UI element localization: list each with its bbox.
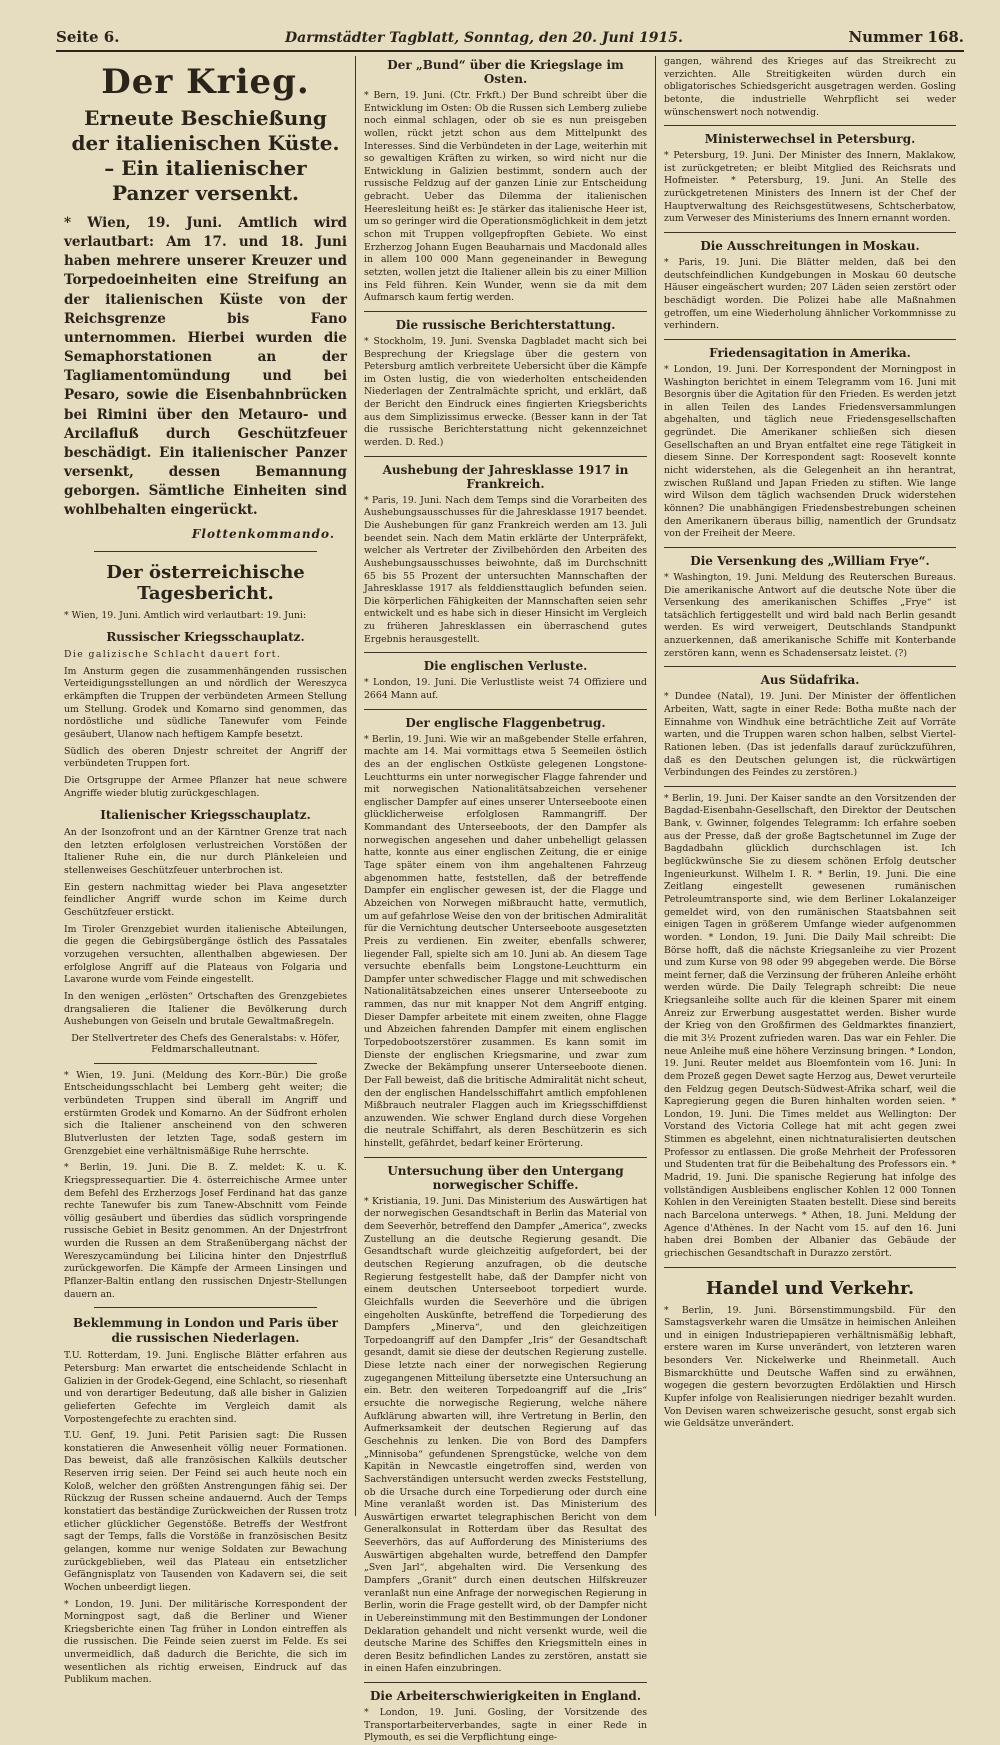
divider <box>94 551 317 552</box>
article-wien: * Wien, 19. Juni. (Meldung des Korr.-Bür.) Die große Entscheidungsschlacht bei Lemberg geht weiter; die verbündeten Truppen sind überall im Angriff und erstürmten Grodek und Komarno. An der Südfront erholen sich die Italiener anscheinend von den schweren Blutverlusten der letzten Tage, sodaß gestern im Grenzgebiet eine verhältnismäßige Ruhe herrschte. <box>64 1069 347 1157</box>
column-2 <box>356 56 656 1744</box>
article-suedafrika: * Dundee (Natal), 19. Juni. Der Minister der öffentlichen Arbeiten, Watt, sagte in einer Rede: Botha mußte nach der Einnahme von Windhuk eine beträchtliche Zeit auf Vorräte warten, und die Truppen waren schon halben, selbst Viertel-Rationen leben. (Das ist jedenfalls darauf zurückzuführen, daß es den Deutschen gelungen ist, die rückwärtigen Verbindungen des Feindes zu zerstören.) <box>664 691 956 779</box>
divider <box>664 339 956 340</box>
headline-osterr-bericht: Der österreichische Tagesbericht. <box>106 561 305 604</box>
headline-aushebung: Aushebung der Jahresklasse 1917 in Frankreich. <box>382 462 629 491</box>
signature-flottenkommando: Flottenkommando. <box>191 526 335 541</box>
ital-paragraph: Ein gestern nachmittag wieder bei Plava angesetzter feindlicher Angriff wurde schon im Keime durch Geschützfeuer erstickt. <box>64 881 347 919</box>
page-number: Seite 6. <box>56 28 120 46</box>
article-engl-verluste: * London, 19. Juni. Die Verlustliste weist 74 Offiziere und 2664 Mann auf. <box>364 677 647 701</box>
subhead-russ-kriegsschauplatz: Russischer Kriegsschauplatz. <box>106 630 305 645</box>
osterr-intro: * Wien, 19. Juni. Amtlich wird verlautbart: 19. Juni: <box>64 609 307 621</box>
divider <box>364 652 647 653</box>
headline-engl-verluste: Die englischen Verluste. <box>423 659 588 674</box>
article-continuation: gangen, während des Krieges auf das Streikrecht zu verzichten. Alle Streitigkeiten würden durch ein obligatorisches Schiedsgericht ausgetragen werden. Gosling betonte, die industrielle Wehrpflicht sei weder wünschenswert noch notwendig. <box>664 56 956 118</box>
main-headline: Erneute Beschießung der italienischen Küste. – Ein italienischer Panzer versenkt. <box>71 106 340 205</box>
divider <box>94 1063 317 1064</box>
ital-paragraph: Im Tiroler Grenzgebiet wurden italienische Abteilungen, die gegen die Gebirgsübergänge östlich des Passatales vorzugehen versuchten, allenthalben abgewiesen. Der erfolglose Angriff auf die Plateaus von Folgaria und Lavarone wurde vom Feinde eingestellt. <box>64 923 347 986</box>
headline-frye: Die Versenkung des „William Frye“. <box>690 553 930 568</box>
article-moskau: * Paris, 19. Juni. Die Blätter melden, daß bei den deutschfeindlichen Kundgebungen in Moskau 60 deutsche Häuser eingeäschert wurden; 207 Läden seien zerstört oder beschädigt worden. Die Polizei habe alle Maßnahmen getroffen, um eine Wiederholung ähnlicher Vorkommnisse zu verhindern. <box>664 257 956 332</box>
headline-arbeiter: Die Arbeiterschwierigkeiten in England. <box>369 1689 641 1704</box>
article-bund: * Bern, 19. Juni. (Ctr. Frkft.) Der Bund schreibt über die Entwicklung im Osten: Ob die Russen sich Lemberg zuliebe noch einmal schlagen, oder ob sie es nun preisgeben wollen, rückt jetzt schon aus dem Mittelpunkt des Interesses. Sind die Verbündeten in der Lage, weiterhin mit so gewaltigen Kräften zu wirken, so wird nicht nur die Entwicklung in Galizien bestimmt, sondern auch der russische Feldzug auf der ganzen Linie zur Entscheidung gebracht. Ueber das Dilemma der italienischen Heeresleitung heißt es: Je stärker das italienische Heer ist, um so geringer wird die Operationsmöglichkeit in dem jetzt schon mit Truppen vollgepfropften Gebiete. Wo einst Erzherzog Johann Eugen Beauharnais und Macdonald alles in allem 100 000 Mann gegeneinander in Bewegung setzten, wollen jetzt die Italiener allein bis zu einer Million ins Feld führen. Kein Wunder, wenn sie da mit dem Aufmarsch kaum fertig werden. <box>364 90 647 304</box>
article-frye: * Washington, 19. Juni. Meldung des Reuterschen Bureaus. Die amerikanische Antwort auf die deutsche Note über die Versenkung des amerikanischen Schiffes „Frye“ ist tatsächlich fertiggestellt und wird bald nach Berlin gesandt werden. Es wird verweigert, Deutschlands Standpunkt anzuerkennen, daß amerikanische Schiffe mit Konterbande zerstören kann, wenn es Schadensersatz leistet. (?) <box>664 571 956 659</box>
divider <box>364 1157 647 1158</box>
divider <box>664 1267 956 1268</box>
article-aushebung: * Paris, 19. Juni. Nach dem Temps sind die Vorarbeiten des Aushebungsausschusses für die Jahresklasse 1917 beendet. Die Aushebungen für ganz Frankreich werden am 13. Juli beendet sein. Nach dem Matin erklärte der Unterpräfekt, welcher als Vertreter der Zivilbehörden den Arbeiten des Aushebungsausschusses beiwohnte, daß im Durchschnitt 65 bis 55 Prozent der untersuchten Mannschaften der Jahresklasse 1917 als felddiensttauglich befunden seien. Die körperlichen Fähigkeiten der Mannschaften seien sehr entwickelt und es habe sich in dieser Hinsicht im Vergleich zu früheren Jahresklassen ein überraschend gutes Ergebnis herausgestellt. <box>364 494 647 645</box>
divider <box>364 709 647 710</box>
ital-paragraph: In den wenigen „erlösten“ Ortschaften des Grenzgebietes drangsalieren die Italiener die Bevölkerung durch Aushebungen von Geiseln und brutale Gewaltmaßregeln. <box>64 990 347 1028</box>
headline-suedafrika: Aus Südafrika. <box>760 673 860 688</box>
subhead-ital-kriegsschauplatz: Italienischer Kriegsschauplatz. <box>100 808 311 823</box>
headline-friedensagitation: Friedensagitation in Amerika. <box>709 345 911 360</box>
divider <box>664 666 956 667</box>
column-1 <box>56 56 356 1686</box>
article-russ-bericht: * Stockholm, 19. Juni. Svenska Dagbladet macht sich bei Besprechung der Kriegslage über die gestern von Petersburg amtlich verbreitete Uebersicht über die Kämpfe im Osten lustig, die von wiederholten entscheidenden Niederlagen der Zentralmächte spricht, und erklärt, daß der Bericht den Eindruck eines fingierten Kriegsberichts aus dem Simplizissimus erwecke. (Besser kann in der Tat die russische Berichterstattung nicht gekennzeichnet werden. D. Red.) <box>364 335 647 449</box>
article-rotterdam: T.U. Rotterdam, 19. Juni. Englische Blätter erfahren aus Petersburg: Man erwartet die entscheidende Schlacht in Galizien in der Grodek-Gegend, eine Schlacht, so riesenhaft und von derartiger Bedeutung, daß alle bisher in Galizien gelieferten Gefechte im Vergleich damit als Vorpostengefechte zu erachten sind. <box>64 1350 347 1425</box>
headline-russ-bericht: Die russische Berichterstattung. <box>395 317 616 332</box>
issue-number: Nummer 168. <box>848 28 964 46</box>
signature-hoefer: Der Stellvertreter des Chefs des Generalstabs: v. Höfer, Feldmarschalleutnant. <box>71 1032 340 1055</box>
column-3 <box>656 56 964 1516</box>
divider <box>664 232 956 233</box>
article-london: * London, 19. Juni. Der militärische Korrespondent der Morningpost sagt, daß die Berliner und Wiener Kriegsberichte einen Tag früher in London eintreffen als die russischen. Die Feinde seien zuerst im Felde. Es sei unvermeidlich, daß dadurch die Berichte, die sich im wesentlichen als richtig erweisen, Eindruck auf das Publikum machen. <box>64 1598 347 1686</box>
headline-flaggenbetrug: Der englische Flaggenbetrug. <box>405 715 606 730</box>
columns <box>56 56 964 1744</box>
headline-handel: Handel und Verkehr. <box>705 1277 915 1299</box>
article-ministerwechsel: * Petersburg, 19. Juni. Der Minister des Innern, Maklakow, ist zurückgetreten; er bleibt Mitglied des Reichsrats und Hofmeister. * Petersburg, 19. Juni. An Stelle des zurückgetretenen Ministers des Innern ist der Chef der Hauptverwaltung des Reichsgestütwesens, Schtscherbatow, zum Verweser des Ministeriums des Innern ernannt worden. <box>664 150 956 225</box>
headline-bund: Der „Bund“ über die Kriegslage im Osten. <box>387 58 624 86</box>
article-handel: * Berlin, 19. Juni. Börsenstimmungsbild. Für den Samstagsverkehr waren die Umsätze in heimischen Anleihen und in einigen Industriepapieren verhältnismäßig lebhaft, erstere waren im Kurse unverändert, von letzteren waren besonders Ver. Nickelwerke und Rheinmetall. Auch Bismarckhütte und Deutsche Waffen sind zu erwähnen, wogegen die gestern bevorzugten Erdölaktien und Hirsch Kupfer infolge von Realisierungen niedriger bezahlt wurden. Von Devisen waren schweizerische gesucht, sonst ergab sich wie Geldsätze unverändert. <box>664 1304 956 1430</box>
lead-article: * Wien, 19. Juni. Amtlich wird verlautbart: Am 17. und 18. Juni haben mehrere unserer Kreuzer und Torpedoeinheiten eine Streifung an der italienischen Küste von der Reichsgrenze bis Fano unternommen. Hierbei wurden die Semaphorstationen an der Tagliamentomündung und bei Pesaro, sowie die Eisenbahnbrücken bei Rimini über den Metauro- und Arcilafluß durch Geschützfeuer beschädigt. Ein italienischer Panzer versenkt, dessen Bemannung geborgen. Sämtliche Einheiten sind wohlbehalten eingerückt. <box>64 215 347 519</box>
divider <box>94 1307 317 1308</box>
article-flaggenbetrug: * Berlin, 19. Juni. Wie wir an maßgebender Stelle erfahren, machte am 14. Mai vormittags etwa 5 Seemeilen östlich des an der englischen Ostküste gelegenen Longstone-Leuchtturms ein unter norwegischer Flagge fahrender und mit norwegischen Nationalitätsabzeichen versehener englischer Dampfer auf eines unserer Unterseeboote einen glücklicherweise erfolglosen Rammangriff. Der Kommandant des Unterseeboots, der den Dampfer als norwegischen angesehen und daher unbehelligt gelassen hatte, konnte aus einer englischen Zeitung, die er einige Tage später einem von ihm angehaltenen Fahrzeug abgenommen hatte, feststellen, daß der betreffende Dampfer ein englischer gewesen ist, der die Flagge und Abzeichen von Norwegen mißbraucht hatte, vermutlich, um auf gefahrlose Weise den von der britischen Admiralität für die Vernichtung deutscher Unterseeboote ausgesetzten Preis zu verdienen. Ein zweiter, ebenfalls schwerer, liegender Fall, spielte sich am 10. Juni ab. An diesem Tage versuchte ebenfalls beim Longstone-Leuchtturm ein Dampfer unter schwedischer Flagge und mit schwedischen Nationalitätsabzeichen eines unserer Unterseeboote zu rammen, das nur mit knapper Not dem Angriff entging. Dieser Dampfer arbeitete mit einem zweiten, ohne Flagge und Abzeichen fahrenden Dampfer mit einem englischen Torpedobootszerstörer zusammen. Es kann somit im Dienste der englischen Kriegsmarine, und zwar zum Zwecke der Bekämpfung unserer Unterseeboote dienen. Der Fall beweist, daß die britische Admiralität nicht scheut, den der englischen Handelsschiffahrt amtlich empfohlenen Mißbrauch neutraler Flaggen auch im Kriegsschiffdienst anzuwenden. Wie schwer England durch diese Vorgehen die neutrale Schiffahrt, als deren Beschützerin es sich hinstellt, gefährdet, bedarf keiner Erörterung. <box>364 733 647 1150</box>
article-miscellany: * Berlin, 19. Juni. Der Kaiser sandte an den Vorsitzenden der Bagdad-Eisenbahn-Gesellschaft, den Direktor der Deutschen Bank, v. Gwinner, folgendes Telegramm: Ich erfahre soeben aus der Presse, daß der große Bagtschetunnel im Zuge der Bagdadbahn glücklich durchschlagen ist. Ich beglückwünsche Sie zu diesem schönen Erfolg deutscher Ingenieurkunst. Wilhelm I. R. * Berlin, 19. Juni. Die eine Zeitlang eingestellt gewesenen rumänischen Petroleumtransporte sind, wie dem Berliner Lokalanzeiger gemeldet wird, von den rumänischen Staatsbahnen seit einigen Tagen in größerem Umfange wieder aufgenommen worden. * London, 19. Juni. Die Daily Mail schreibt: Die Börse hofft, daß die nächste Kriegsanleihe zu vier Prozent und zum Kurse von 98 oder 99 abgegeben werde. Die Börse meint ferner, daß die Verzinsung der früheren Anleihe erhöht werden würde. Die Daily Telegraph schreibt: Die neue Kriegsanleihe sollte auch für die kleinen Sparer mit einem Anreiz zur Erwerbung ausgestattet werden. Bisher wurde der Krieg von den Großfirmen des Geldmarktes finanziert, die mit 3½ Prozent zufrieden waren. Das war ein Fehler. Die neue Anleihe muß eine höhere Verzinsung bringen. * London, 19. Juni. Reuter meldet aus Bloemfontein vom 16. Juni: In dem Prozeß gegen Dewet sagte Herzog aus, Dewet verurteile den Feldzug gegen Deutsch-Südwest-Afrika scharf, weil die Kapregierung gegen die Buren hinhalten worden seien. * London, 19. Juni. Die Times meldet aus Wellington: Der Vorstand des Victoria College hat mit acht gegen zwei Stimmen es abgelehnt, einen nichtnaturalisierten deutschen Professor zu entlassen. Die große Mehrheit der Professoren und Studenten trat für die Beibehaltung des Professors ein. * Madrid, 19. Juni. Die spanische Regierung hat infolge des vollständigen Ausbleibens englischer Kohlen 12 000 Tonnen Kohlen in den Vereinigten Staaten bestellt. Diese sind bereits nach Barcelona unterwegs. * Athen, 18. Juni. Meldung der Agence d'Athènes. In der Nacht vom 15. auf den 16. Juni haben drei Bomben der Albanier das Gebäude der griechischen Gesandtschaft in Durazzo zerstört. <box>664 792 956 1259</box>
divider <box>364 311 647 312</box>
article-friedensagitation: * London, 19. Juni. Der Korrespondent der Morningpost in Washington berichtet in einem Telegramm vom 16. Juni mit Besorgnis über die Agitation für den Frieden. Es werden jetzt in allen Teilen des Landes Friedensversammlungen abgehalten, und täglich neue Friedensgesellschaften gegründet. Die Amerikaner schließen sich diesen Gesellschaften an und Bryan entfaltet eine rege Tätigkeit in diesem Sinne. Der Korrespondent sagt: Roosevelt konnte nicht widerstehen, als die Gelegenheit an ihn herantrat, zwischen Rußland und Japan Frieden zu stiften. Wie lange wird Wilson dem täglich wachsenden Druck widerstehen können? Die unabhängigen Friedensbestrebungen scheinen den Amerikanern überaus billig, namentlich der Grundsatz von der Freiheit der Meere. <box>664 363 956 540</box>
russ-paragraph: Die galizische Schlacht dauert fort. <box>64 649 282 661</box>
headline-beklemmung: Beklemmung in London und Paris über die russischen Niederlagen. <box>72 1316 338 1346</box>
russ-paragraph: Die Ortsgruppe der Armee Pflanzer hat neue schwere Angriffe wieder blutig zurückgeschlagen. <box>64 774 347 799</box>
article-genf: T.U. Genf, 19. Juni. Petit Parisien sagt: Die Russen konstatieren die Anwesenheit völlig neuer Formationen. Das beweist, daß alle französischen Kalküls deutscher Reserven irrig seien. Der Feind sei auch heute noch ein Koloß, welcher den größten Anstrengungen fähig sei. Der Rückzug der Russen scheine andauernd. Auch der Temps konstatiert das beständige Zurückweichen der Russen trotz etlicher glücklicher Gegenstöße. Betreffs der Westfront sagt der Temps, falls die Vorstöße in französischen Besitz gelangen, komme nur wenige Soldaten zur Bewachung zurückgeblieben, weil das Plateau ein entsetzlicher Gefängnisplatz von Tausenden von Kadavern sei, die seit Wochen unbeerdigt liegen. <box>64 1430 347 1593</box>
headline-ministerwechsel: Ministerwechsel in Petersburg. <box>704 132 916 147</box>
divider <box>364 456 647 457</box>
ital-paragraph: An der Isonzofront und an der Kärntner Grenze trat nach den letzten erfolglosen verlustreichen Vorstößen der Italiener Ruhe ein, die nur durch Plänkeleien und stellenweises Geschützfeuer unterbrochen ist. <box>64 827 347 877</box>
russ-paragraph: Südlich des oberen Dnjestr schreitet der Angriff der verbündeten Truppen fort. <box>64 745 347 770</box>
divider <box>664 547 956 548</box>
divider <box>664 125 956 126</box>
masthead-date: Darmstädter Tagblatt, Sonntag, den 20. Juni 1915. <box>284 30 683 46</box>
page-header <box>56 28 964 52</box>
article-arbeiter: * London, 19. Juni. Gosling, der Vorsitzende des Transportarbeiterverbandes, sagte in einer Rede in Plymouth, es sei die Verpflichtung einge- <box>364 1707 647 1744</box>
section-title: Der Krieg. <box>101 62 310 102</box>
article-berlin: * Berlin, 19. Juni. Die B. Z. meldet: K. u. K. Kriegspressequartier. Die 4. österreichische Armee unter dem Befehl des Erzherzogs Josef Ferdinand hat das ganze rechte Tanewufer bis zum Tanew-Abschnitt vom Feinde völlig gesäubert und überdies das südlich vorspringende russische Gebiet in Besitz genommen. An der Dnjestrfront wurden die Russen an dem Straßenübergang nächst der Wereszycamündung bei Lilicina hinter den Dnjestrfluß zurückgeworfen. Die Kämpfe der Armeen Linsingen und Pflanzer-Baltin entlang den russischen Dnjestr-Stellungen dauern an. <box>64 1162 347 1300</box>
divider <box>364 1682 647 1683</box>
russ-paragraph: Im Ansturm gegen die zusammenhängenden russischen Verteidigungsstellungen an und nördlich der Wereszyca erkämpften die Truppen der verbündeten Armeen Stellung um Stellung. Grodek und Komarno sind genommen, das nordöstliche und südliche Tanewufer vom Feinde gesäubert, Ulanow nach heftigem Kampfe besetzt. <box>64 665 347 740</box>
article-untersuchung: * Kristiania, 19. Juni. Das Ministerium des Auswärtigen hat der norwegischen Gesandtschaft in Berlin das Material von dem Seeverhör, betreffend den Dampfer „America“, zwecks Zustellung an die deutsche Regierung gesandt. Die Gesandtschaft wurde gleichzeitig aufgefordert, bei der deutschen Regierung anzufragen, ob die deutsche Regierung festgestellt habe, daß der Dampfer nicht von einem deutschen Unterseeboot torpediert wurde. Gleichfalls wurden die Seeverhöre und die übrigen eingeholten Auskünfte, betreffend die Torpedierung des Dampfers „Minerva“, und den gleichzeitigen Torpedoangriff auf den Dampfer „Iris“ der Gesandtschaft gesandt, damit sie diese der deutschen Regierung zustelle. Diese letzte nach einer der norwegischen Regierung zugegangenen Mitteilung übersetzte eine Untersuchung an ein. Betr. den weiteren Torpedoangriff auf die „Iris“ ersuchte die norwegische Regierung, welche nähere Aufklärung abwarten will, ihre Vertretung in Berlin, den Aufmerksamkeit der deutschen Regierung auf das Geschehnis zu lenken. Die von Bord des Dampfers „Minnisoba“ gefundenen Sprengstücke, welche von dem Kapitän in Newcastle eingetroffen sind, werden von Sachverständigen untersucht werden zwecks Feststellung, ob die Ursache durch eine Torpedierung oder durch eine Mine veranlaßt worden ist. Das Ministerium des Auswärtigen erwartet telegraphischen Bericht von dem Generalkonsulat in Rotterdam über das Resultat des Seeverhörs, das auf Aufforderung des Ministeriums des Auswärtigen abgehalten wurde, betreffend den Dampfer „Sven Jarl“, abgehalten wird. Die Versenkung des Dampfers „Granit“ durch einen deutschen Hilfskreuzer veranlaßt nun eine Anfrage der norwegischen Regierung in Berlin, worin die Frage gestellt wird, ob der Dampfer nicht in Uebereinstimmung mit den Bestimmungen der Londoner Deklaration gehandelt und nicht versenkt wurde, weil die deutsche Marine des Schiffes den Kriegsmitteln eines in deren Besitz befindlichen Landes zu zerstören, anstatt sie in einen Hafen einzubringen. <box>364 1195 647 1675</box>
headline-untersuchung: Untersuchung über den Untergang norwegischer Schiffe. <box>387 1163 624 1192</box>
divider <box>664 786 956 787</box>
headline-moskau: Die Ausschreitungen in Moskau. <box>700 239 920 254</box>
